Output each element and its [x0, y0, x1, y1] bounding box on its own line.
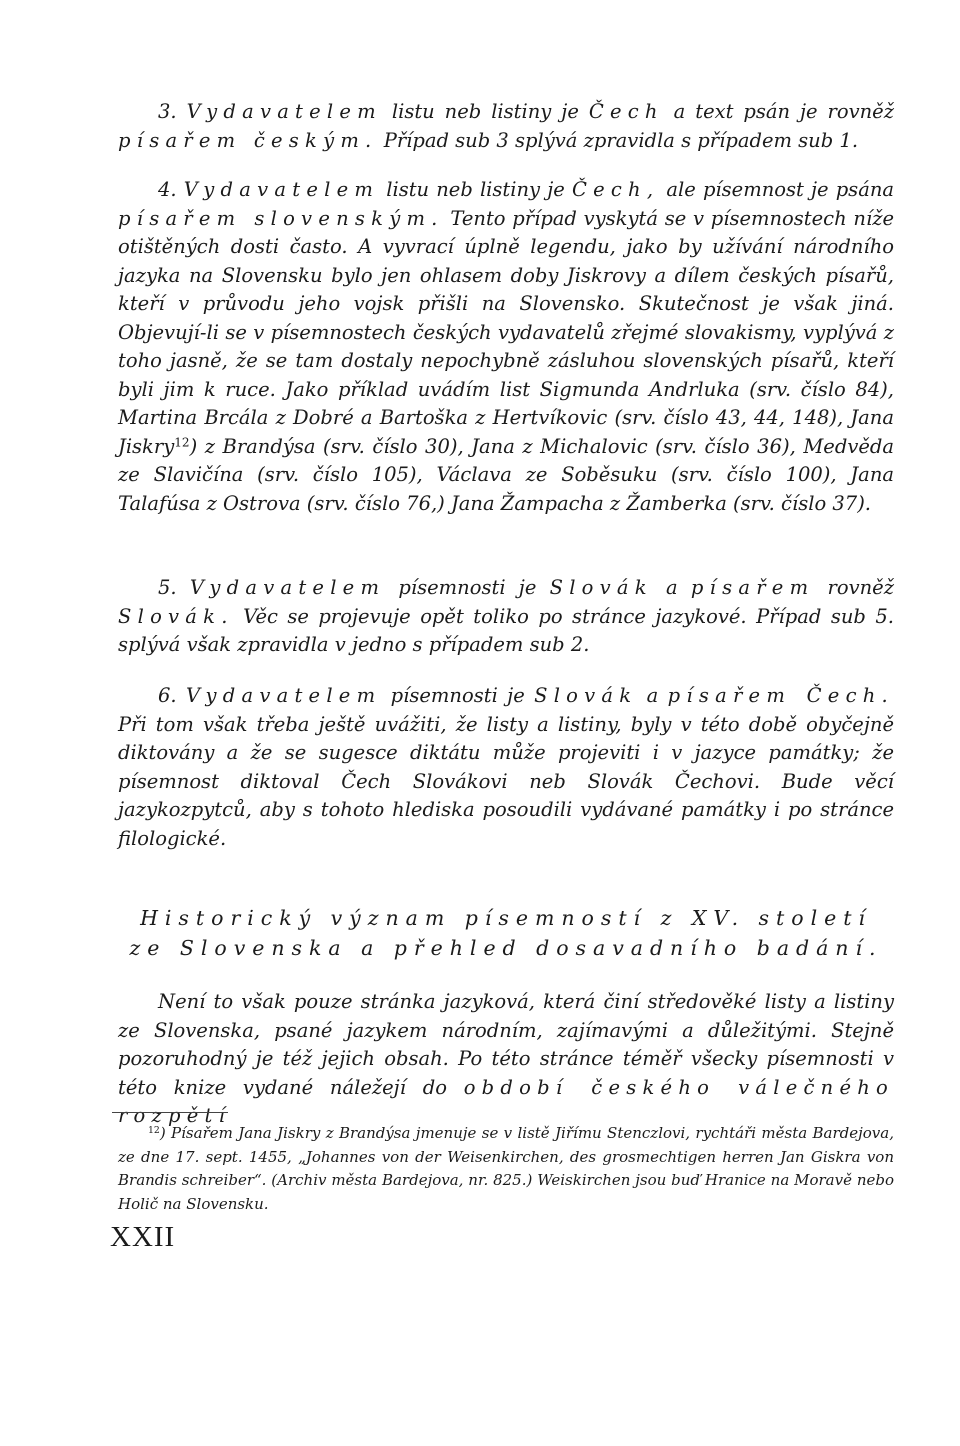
paragraph-text: písemnosti je — [381, 684, 535, 707]
paragraph-text: a — [652, 576, 691, 599]
footnote-mark: 12 — [148, 1124, 160, 1136]
paragraph-3 — [118, 98, 894, 155]
spaced-term: písařem slovenským. — [118, 206, 444, 230]
paragraph-text: Případ sub 3 splývá zpravidla s případem sub 1. — [377, 128, 859, 152]
section-heading — [118, 903, 894, 963]
paragraph-text: ) z Brandýsa (srv. číslo 30), Jana z Michalovic (srv. číslo 36), Medvěda ze Slavičína (srv. číslo 105), Václava ze Soběsuku (srv. číslo 100), Jana Talafúsa z Ostrova (srv. číslo 76,) Jana Žampacha z Žamberka (srv. číslo 37). — [118, 434, 894, 515]
paragraph-text: listu neb listiny je — [381, 100, 589, 123]
spaced-term: Slovák — [549, 576, 653, 599]
section-heading-line-2: ze Slovenska a přehled dosavadního badání. — [129, 936, 883, 960]
paragraph-4-number: 4. — [158, 178, 184, 201]
spaced-term: Vydavatelem — [189, 576, 386, 599]
footnote-12 — [118, 1122, 894, 1216]
section-heading-line-1: Historický význam písemností z XV. století — [140, 906, 872, 930]
paragraph-text: ale písemnost je psána — [659, 178, 895, 201]
paragraph-text: a — [637, 684, 668, 707]
paragraph-7 — [118, 988, 894, 1131]
paragraph-text: Při tom však třeba ještě uvážiti, že listy a listiny, byly v této době obyčejně diktovány a že se sugesce diktátu může projeviti i v jazyce památky; že písemnost diktoval Čech Slovákovi neb Slovák Čechovi. Bude věcí jazykozpytců, aby s tohoto hlediska posoudili vydávané památky i po stránce filologické. — [118, 712, 894, 850]
spaced-term: Vydavatelem — [186, 100, 382, 123]
spaced-term: Vydavatelem — [183, 178, 380, 201]
paragraph-6-number: 6. — [158, 684, 186, 707]
paragraph-text: rovněž — [814, 576, 894, 599]
paragraph-5 — [118, 574, 894, 660]
spaced-term: Čech, — [571, 178, 660, 201]
spaced-term: písařem Čech. — [667, 684, 894, 707]
spaced-term: písařem — [690, 576, 815, 599]
paragraph-6 — [118, 682, 894, 853]
paragraph-text: Věc se projevuje opět toliko po stránce jazykové. Případ sub 5. splývá však zpravidla v jedno s případem sub 2. — [118, 604, 894, 656]
spaced-term: Slovák. — [118, 604, 234, 628]
spaced-term: Čech — [588, 100, 664, 123]
footnote-text: ) Písařem Jana Jiskry z Brandýsa jmenuje se v listě Jiřímu Stenczlovi, rychtáři města Bardejova, ze dne 17. sept. 1455, „Johannes von der Weisenkirchen, des grosmechtigen herren Jan Giskra von Brandis schreiber“. (Archiv města Bardejova, nr. 825.) Weiskirchen jsou buď Hranice na Moravě nebo Holič na Slovensku. — [118, 1124, 894, 1213]
paragraph-text: písemnosti je — [385, 576, 550, 599]
spaced-term: Vydavatelem — [185, 684, 382, 707]
paragraph-5-number: 5. — [158, 576, 190, 599]
paragraph-text: Není to však pouze stránka jazyková, která činí středověké listy a listiny ze Slovenska, psané jazykem národním, zajímavými a důležitými. Stejně pozoruhodný je též jejich obsah. Po této stránce téměř všecky písemnosti v této knize vydané náležejí do — [118, 990, 894, 1099]
paragraph-text: listu neb listiny je — [379, 178, 572, 201]
paragraph-text: a text psán je rovněž — [663, 100, 894, 123]
paragraph-text: Tento případ vyskytá se v písemnostech níže otištěných dosti často. A vyvrací úplně legendu, jako by užívání národního jazyka na Slovensku bylo jen ohlasem doby Jiskrovy a dílem českých písařů, kteří v průvodu jeho vojsk přišli na Slovensko. Skutečnost je však jiná. Objevují-li se v písemnostech českých vydavatelů zřejmé slovakismy, vyplývá z toho jasně, že se tam dostaly nepochybně zásluhou slovenských písařů, kteří byli jim k ruce. Jako příklad uvádím list Sigmunda Andrluka (srv. číslo 84), Martina Brcála z Dobré a Bartoška z Hertvíkovic (srv. číslo 43, 44, 148), Jana Jiskry — [118, 206, 895, 458]
spaced-term: písařem českým. — [118, 128, 378, 152]
page-number: XXII — [110, 1221, 176, 1253]
footnote-divider — [112, 1112, 228, 1113]
spaced-term: Slovák — [534, 684, 638, 707]
paragraph-3-number: 3. — [158, 100, 187, 123]
paragraph-4 — [118, 176, 894, 518]
spaced-term: období českého válečného rozpětí — [118, 1075, 895, 1127]
footnote-reference[interactable]: 12 — [174, 434, 190, 449]
